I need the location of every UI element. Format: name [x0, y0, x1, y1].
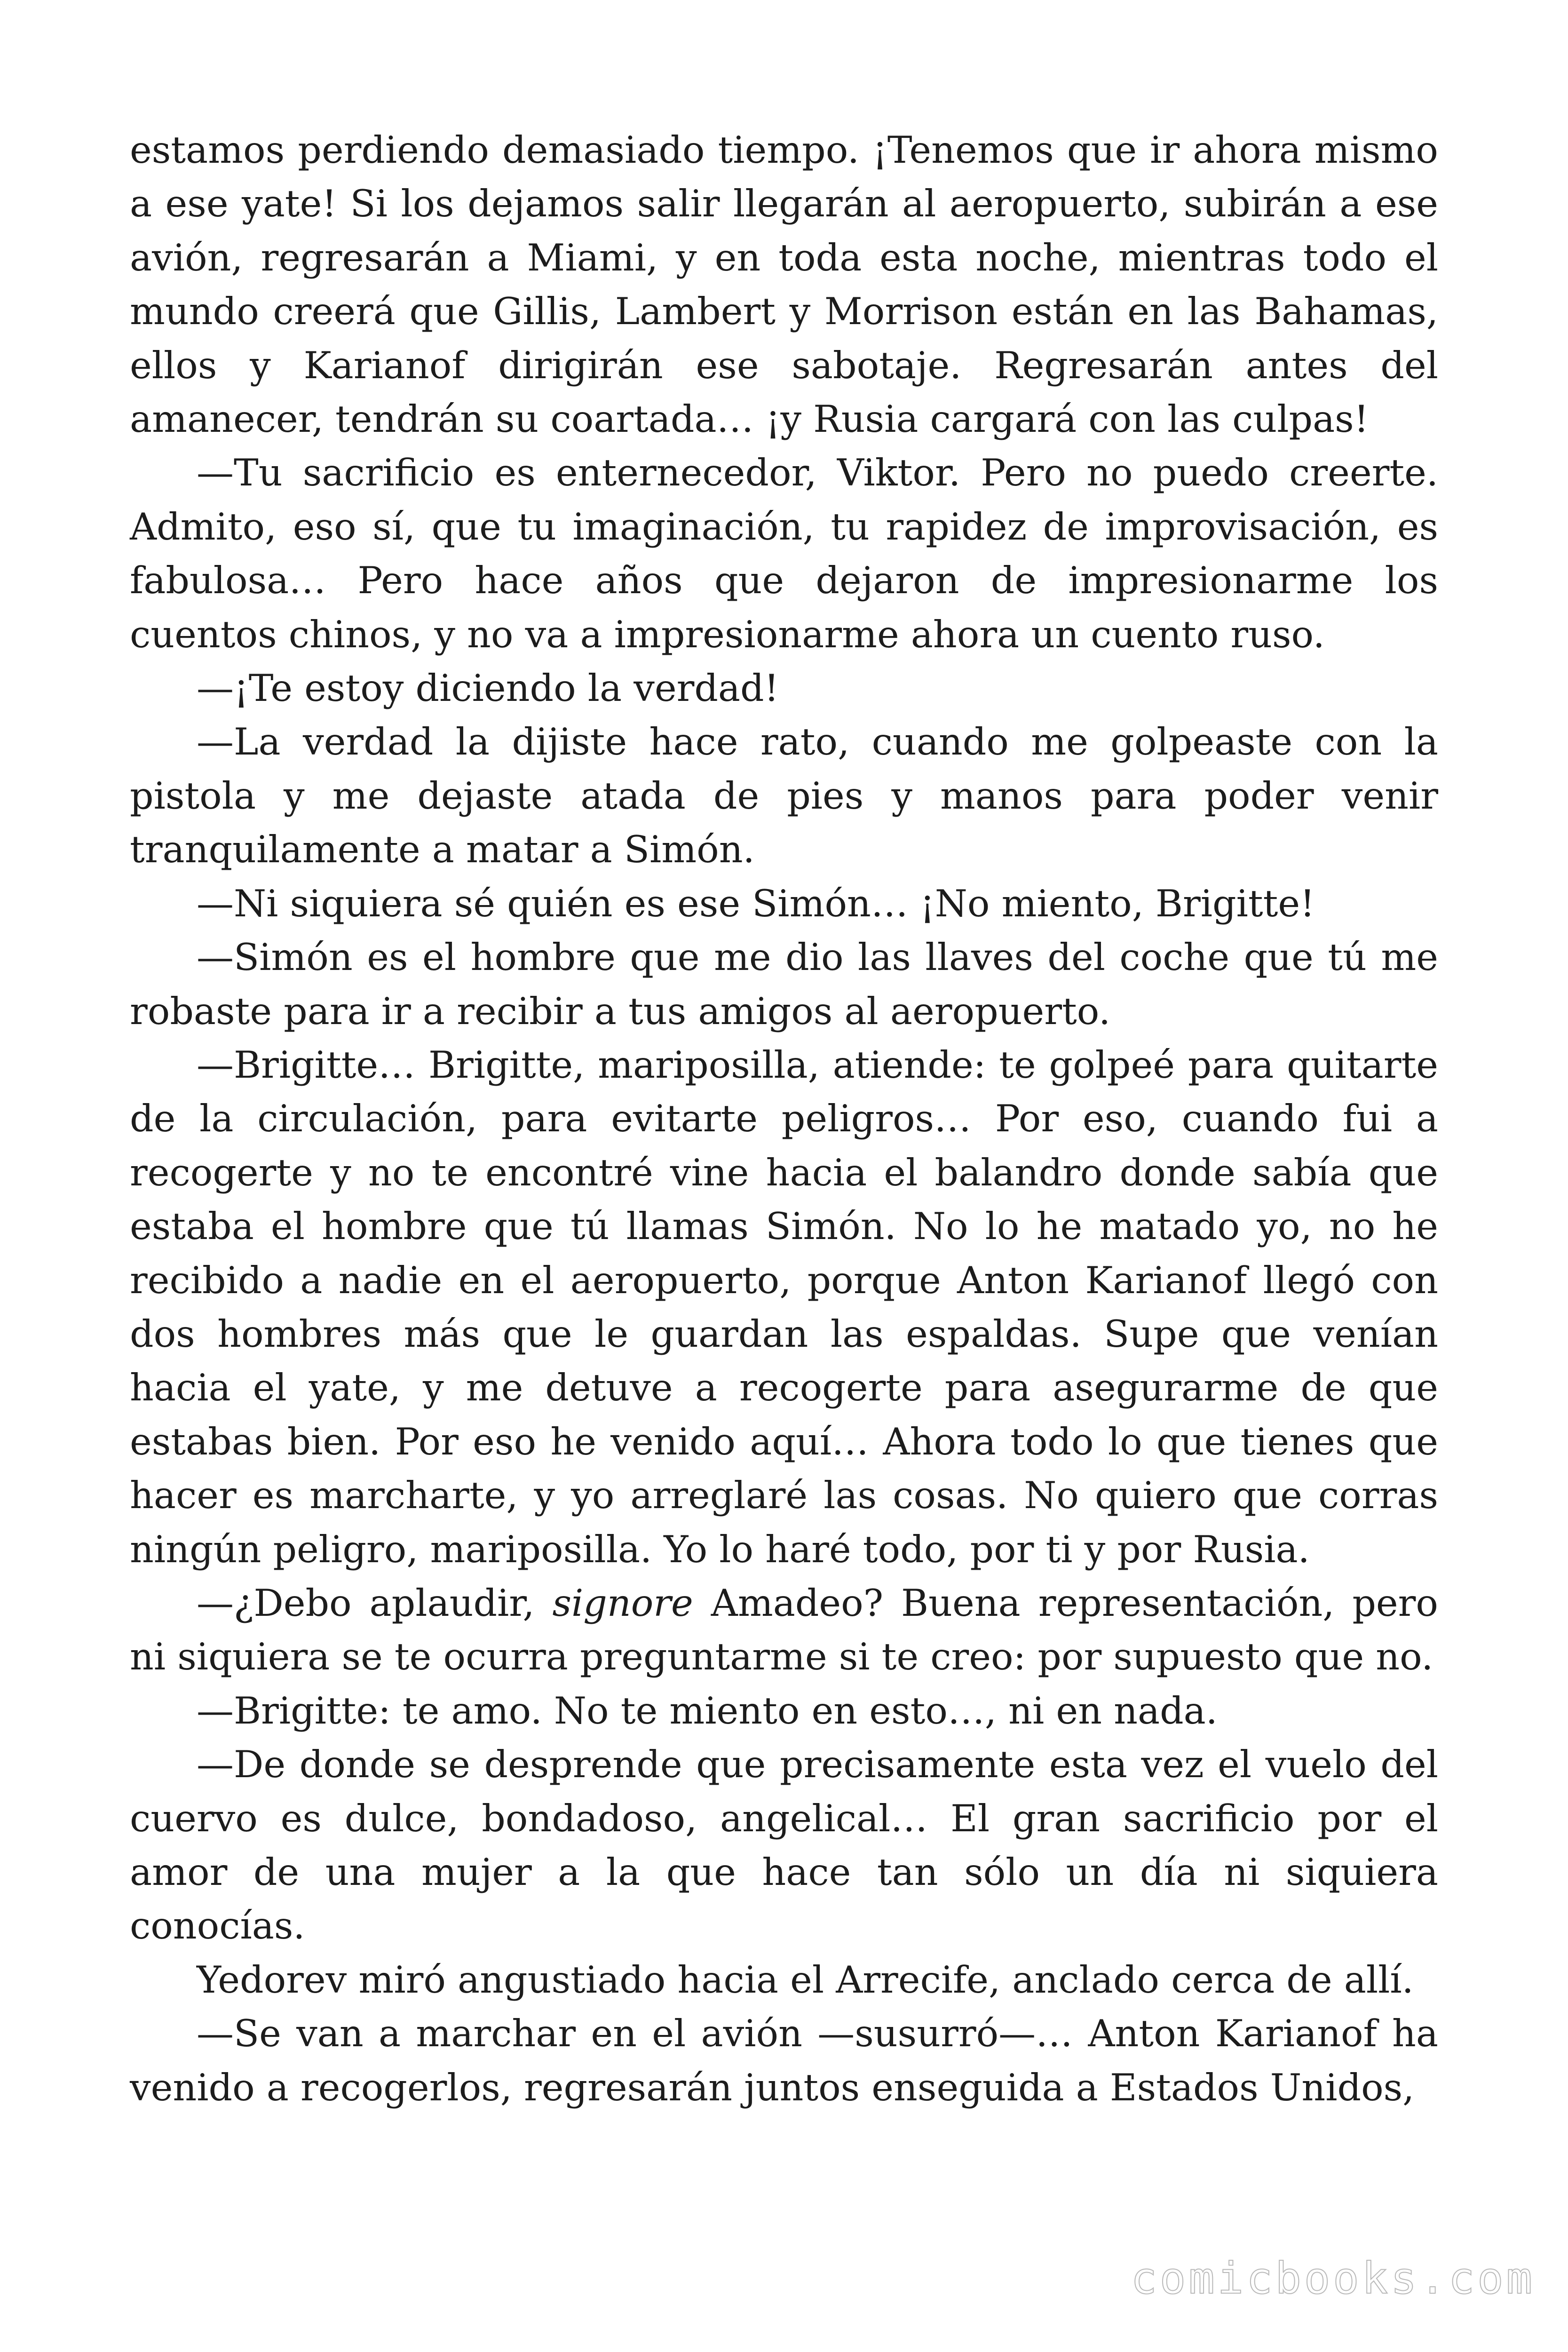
- book-page-text: [130, 123, 1438, 2114]
- paragraph-dialogue: —Se van a marchar en el avión —susurró—… Anton Karianof ha venido a recogerlos, regresarán juntos enseguida a Estados Unidos,: [130, 2012, 1438, 2109]
- paragraph-continued: estamos perdiendo demasiado tiempo. ¡Tenemos que ir ahora mismo a ese yate! Si los dejamos salir llegarán al aeropuerto, subirán a ese avión, regresarán a Miami, y en toda esta noche, mientras todo el mundo creerá que Gillis, Lambert y Morrison están en las Bahamas, ellos y Karianof dirigirán ese sabotaje. Regresarán antes del amanecer, tendrán su coartada… ¡y Rusia cargará con las culpas!: [130, 128, 1438, 441]
- paragraph-dialogue: —La verdad la dijiste hace rato, cuando me golpeaste con la pistola y me dejaste atada de pies y manos para poder venir tranquilamente a matar a Simón.: [130, 720, 1438, 872]
- paragraph-dialogue: —Ni siquiera sé quién es ese Simón… ¡No miento, Brigitte!: [197, 882, 1315, 925]
- text-segment: Amadeo? Buena representación, pero ni siquiera se te ocurra preguntarme si te creo: por supuesto que no.: [130, 1581, 1438, 1679]
- paragraph-dialogue: —Tu sacrificio es enternecedor, Viktor. Pero no puedo creerte. Admito, eso sí, que tu imaginación, tu rapidez de improvisación, es fabulosa… Pero hace años que dejaron de impresionarme los cuentos chinos, y no va a impresionarme ahora un cuento ruso.: [130, 451, 1438, 656]
- paragraph-dialogue: —De donde se desprende que precisamente esta vez el vuelo del cuervo es dulce, bondadoso, angelical… El gran sacrificio por el amor de una mujer a la que hace tan sólo un día ni siquiera conocías.: [130, 1743, 1438, 1948]
- paragraph-dialogue: —¡Te estoy diciendo la verdad!: [197, 667, 779, 710]
- paragraph-dialogue: —Brigitte: te amo. No te miento en esto…, ni en nada.: [197, 1689, 1218, 1732]
- italic-word: signore: [552, 1581, 693, 1625]
- paragraph-dialogue-italic: [130, 1576, 1438, 1684]
- text-segment: —¿Debo aplaudir,: [197, 1581, 553, 1625]
- paragraph-dialogue: —Simón es el hombre que me dio las llaves del coche que tú me robaste para ir a recibir a tus amigos al aeropuerto.: [130, 936, 1438, 1033]
- paragraph-dialogue: —Brigitte… Brigitte, mariposilla, atiende: te golpeé para quitarte de la circulación, para evitarte peligros… Por eso, cuando fui a recogerte y no te encontré vine hacia el balandro donde sabía que estaba el hombre que tú llamas Simón. No lo he matado yo, no he recibido a nadie en el aeropuerto, porque Anton Karianof llegó con dos hombres más que le guardan las espaldas. Supe que venían hacia el yate, y me detuve a recogerte para asegurarme de que estabas bien. Por eso he venido aquí… Ahora todo lo que tienes que hacer es marcharte, y yo arreglaré las cosas. No quiero que corras ningún peligro, mariposilla. Yo lo haré todo, por ti y por Rusia.: [130, 1043, 1438, 1571]
- paragraph-narration: Yedorev miró angustiado hacia el Arrecife, anclado cerca de allí.: [197, 1958, 1414, 2002]
- watermark-logo: comicbooks.com: [1131, 2253, 1535, 2304]
